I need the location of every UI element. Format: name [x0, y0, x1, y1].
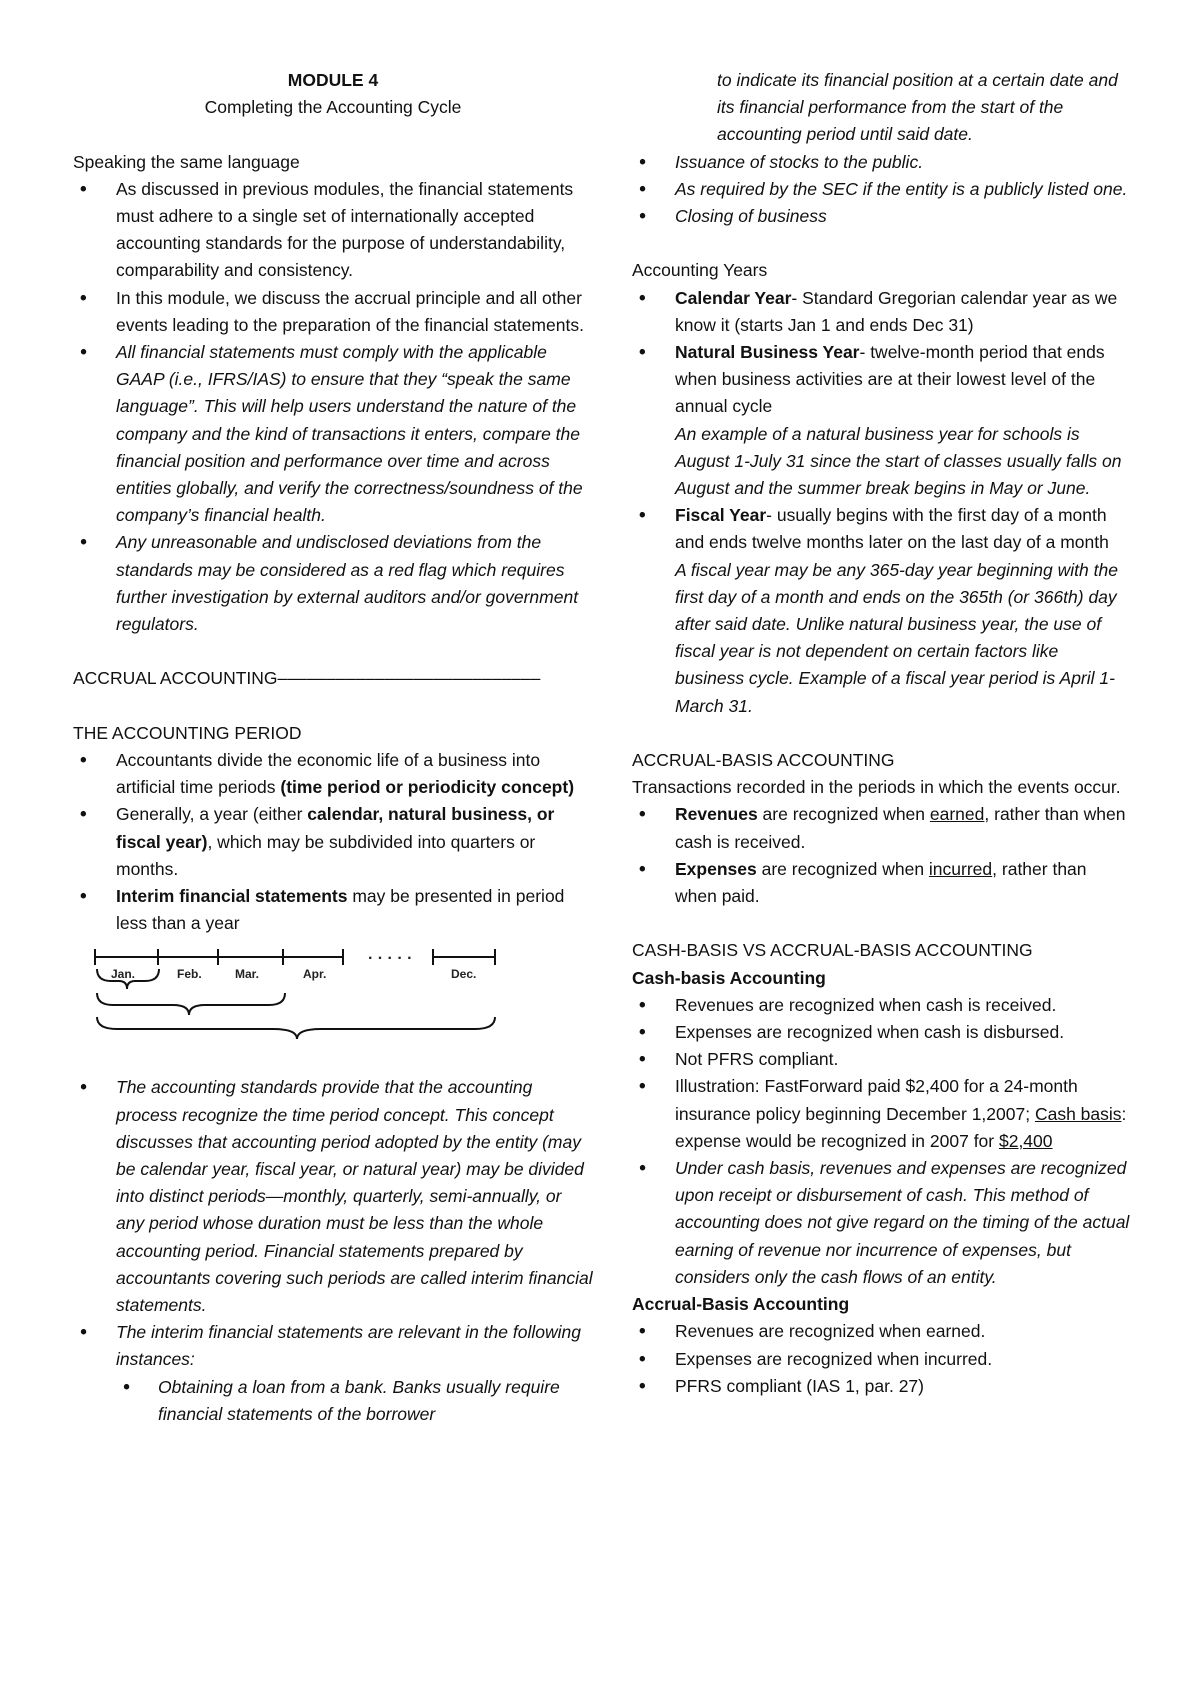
- calendar-year-term: Calendar Year: [675, 287, 792, 308]
- accrual-basis-list: [632, 801, 1132, 910]
- revenues-text: are recognized when: [757, 804, 930, 825]
- illustration-text: Illustration: FastForward paid $2,400 for a 24-month insurance policy beginning December 1,2007;: [675, 1076, 1078, 1124]
- accrual-basis-accounting-heading: Accrual-Basis Accounting: [632, 1294, 850, 1315]
- list-item-continued: to indicate its financial position at a certain date and its financial performance from the start of the accounting period until said date.: [717, 70, 1118, 145]
- fiscal-year-desc: - usually begins with the first day of a month and ends twelve months later on the last day of a month: [675, 505, 1109, 553]
- timeline-diagram: [93, 943, 593, 1068]
- period-b1-text: Accountants divide the economic life of a business into artificial time periods: [116, 750, 541, 798]
- list-item: [73, 801, 593, 883]
- list-item: [632, 856, 1132, 910]
- list-item: [73, 883, 593, 937]
- list-item: • PFRS compliant (IAS 1, par. 27): [632, 1373, 1132, 1400]
- cash-basis-heading: Cash-basis Accounting: [632, 967, 826, 988]
- list-item: • The accounting standards provide that the accounting process recognize the time period concept. This concept discusses that accounting period adopted by the entity (may be calendar year, fiscal year, or natural year) may be divided into distinct periods—monthly, quarterly, semi-annually, or any period whose duration must be less than the whole accounting period. Financial statements prepared by accountants covering such periods are called interim financial statements.: [73, 1074, 593, 1319]
- accounting-years-heading: Accounting Years: [632, 260, 768, 281]
- fiscal-year-term: Fiscal Year: [675, 505, 767, 526]
- cash-basis-list: [632, 992, 1132, 1291]
- period-b2-tail: , which may be subdivided into quarters or months.: [116, 831, 536, 879]
- timeline-label-apr: Apr.: [303, 967, 327, 982]
- standards-list: [73, 1074, 593, 1428]
- accounting-years-list: [632, 285, 1132, 720]
- list-item: • Expenses are recognized when incurred.: [632, 1346, 1132, 1373]
- illustration-text-2: : expense would be recognized in 2007 for: [675, 1103, 1127, 1151]
- expenses-text: are recognized when: [756, 858, 929, 879]
- list-item: [632, 285, 1132, 339]
- natural-year-term: Natural Business Year: [675, 342, 860, 363]
- illustration-cash-basis: Cash basis: [1034, 1103, 1122, 1124]
- speaking-list: [73, 176, 593, 638]
- timeline-dots: · · · · ·: [368, 950, 413, 968]
- list-item: • As discussed in previous modules, the financial statements must adhere to a single set of internationally accepted accounting standards for the purpose of understandability, comparability and consistency.: [73, 176, 593, 285]
- natural-year-desc: - twelve-month period that ends when business activities are at their lowest level of the annual cycle: [675, 342, 1105, 417]
- period-b2-text: Generally, a year (either: [116, 804, 308, 825]
- calendar-year-desc: - Standard Gregorian calendar year as we know it (starts Jan 1 and ends Dec 31): [675, 287, 1118, 335]
- list-item: • Revenues are recognized when cash is received.: [632, 992, 1132, 1019]
- list-item: [632, 1073, 1132, 1155]
- list-item: • All financial statements must comply with the applicable GAAP (i.e., IFRS/IAS) to ensure that they “speak the same language”. This will help users understand the nature of the company and the kind of transactions it enters, compare the financial position and performance over time and across entities globally, and verify the correctness/soundness of the company’s financial health.: [73, 339, 593, 529]
- list-item: • Expenses are recognized when cash is disbursed.: [632, 1019, 1132, 1046]
- list-item: • Issuance of stocks to the public.: [632, 149, 1132, 176]
- timeline-label-feb: Feb.: [177, 967, 202, 982]
- list-item: [632, 801, 1132, 855]
- module-title: MODULE 4: [287, 70, 379, 90]
- fiscal-year-example: A fiscal year may be any 365-day year beginning with the first day of a month and ends on the 365th (or 366th) day after said date. Unlike natural business year, the use of fiscal year is not dependent on certain factors like business cycle. Example of a fiscal year period is April 1-March 31.: [675, 559, 1118, 716]
- expenses-tail: , rather than when paid.: [675, 858, 1087, 907]
- list-item: • Closing of business: [632, 203, 1132, 230]
- timeline-label-dec: Dec.: [451, 967, 477, 982]
- timeline-label-mar: Mar.: [235, 967, 260, 982]
- list-item: • Any unreasonable and undisclosed deviations from the standards may be considered as a red flag which requires further investigation by external auditors and/or government regulators.: [73, 529, 593, 638]
- accrual-accounting-heading: ACCRUAL ACCOUNTING–––––––––––––––––––––––––––: [73, 668, 541, 689]
- list-item: • Not PFRS compliant.: [632, 1046, 1132, 1073]
- timeline-label-jan: Jan.: [111, 967, 136, 982]
- expenses-term: Expenses: [675, 858, 757, 879]
- interim-continued-list: [632, 67, 1132, 230]
- list-item: [632, 502, 1132, 720]
- accrual-basis-heading: ACCRUAL-BASIS ACCOUNTING: [632, 750, 895, 771]
- list-item: • Under cash basis, revenues and expenses are recognized upon receipt or disbursement of cash. This method of accounting does not give regard on the timing of the actual earning of revenue nor incurrence of expenses, but considers only the cash flows of an entity.: [632, 1155, 1132, 1291]
- speaking-heading: Speaking the same language: [73, 151, 300, 172]
- list-item: • Revenues are recognized when earned.: [632, 1318, 1132, 1345]
- accrual-accounting-list: [632, 1318, 1132, 1400]
- list-item: • The interim financial statements are relevant in the following instances:: [73, 1319, 593, 1373]
- period-b2-bold: calendar, natural business, or fiscal year): [116, 804, 555, 852]
- revenues-tail: , rather than when cash is received.: [675, 804, 1126, 852]
- natural-year-example: An example of a natural business year for schools is August 1-July 31 since the start of classes usually falls on August and the summer break begins in May or June.: [675, 423, 1122, 499]
- expenses-underline: incurred: [928, 858, 993, 879]
- accrual-basis-desc: Transactions recorded in the periods in which the events occur.: [632, 777, 1121, 798]
- right-column: [632, 67, 1132, 1400]
- period-list: [73, 747, 593, 937]
- illustration-amount: $2,400: [998, 1130, 1053, 1151]
- list-item: • As required by the SEC if the entity is a publicly listed one.: [632, 176, 1132, 203]
- list-item: • In this module, we discuss the accrual principle and all other events leading to the preparation of the financial statements.: [73, 285, 593, 339]
- revenues-underline: earned: [929, 804, 985, 825]
- cash-vs-accrual-heading: CASH-BASIS VS ACCRUAL-BASIS ACCOUNTING: [632, 940, 1033, 961]
- list-item: [632, 339, 1132, 502]
- list-item: • Obtaining a loan from a bank. Banks usually require financial statements of the borrower: [116, 1374, 593, 1428]
- period-b3-text: may be presented in period less than a year: [116, 886, 565, 934]
- accounting-period-heading: THE ACCOUNTING PERIOD: [73, 722, 302, 743]
- left-column: [73, 67, 593, 1428]
- revenues-term: Revenues: [675, 804, 758, 825]
- period-b3-bold: Interim financial statements: [116, 886, 348, 907]
- list-item: [73, 747, 593, 801]
- module-subtitle: Completing the Accounting Cycle: [204, 97, 462, 118]
- period-b1-bold: (time period or periodicity concept): [280, 777, 575, 798]
